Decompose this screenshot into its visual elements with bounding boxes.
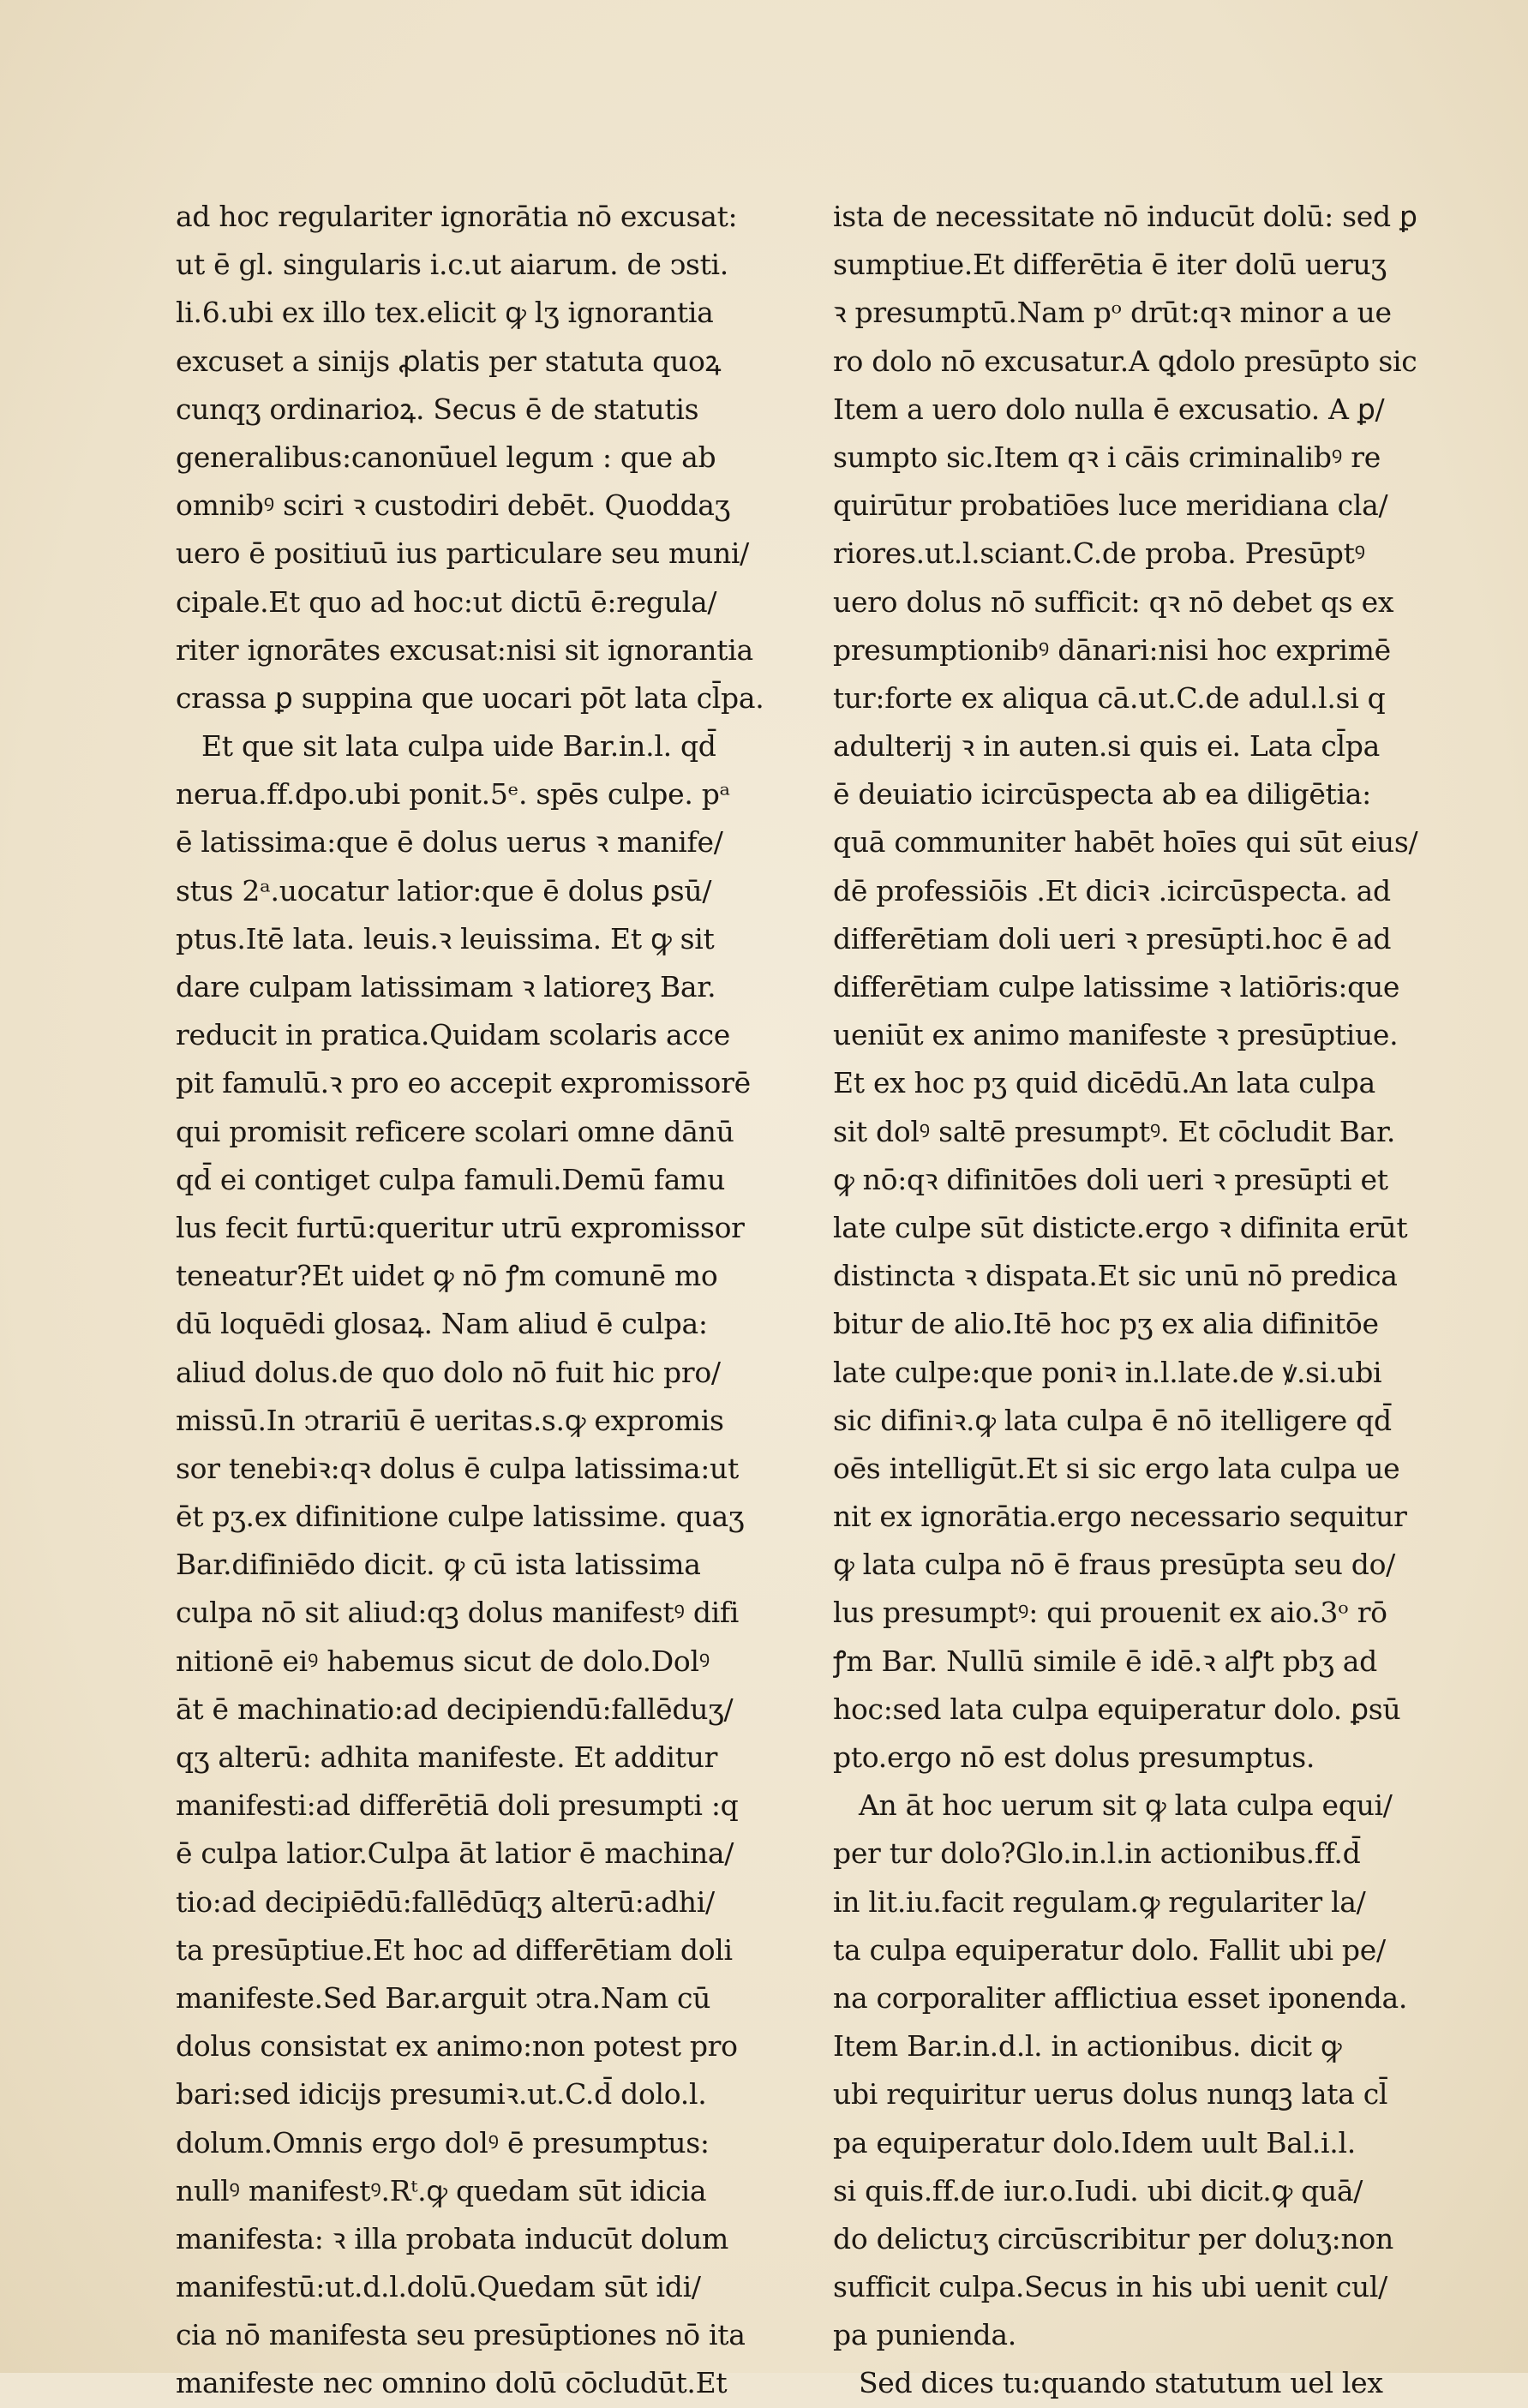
text-line: excuset a sinijs ꝓlatis per statuta quoꝝ: [176, 344, 722, 378]
text-line: pa punienda.: [833, 2318, 1016, 2352]
text-line: teneatur?Et uidet ꝙ nō ꝭm comunē mo: [176, 1259, 718, 1293]
text-line: differētiam doli ueri ꝛ presūpti.hoc ē ad: [833, 921, 1392, 955]
text-line: adulterij ꝛ in auten.si quis ei. Lata cl̄pa: [833, 729, 1380, 764]
text-line: do delictuʒ circūscribitur per doluʒ:non: [833, 2221, 1393, 2255]
text-line: tio:ad decipiēdū:fallēdūqʒ alterū:adhi/: [176, 1884, 715, 1919]
text-line: Item a uero dolo nulla ē excusatio. A ꝑ/: [833, 392, 1385, 426]
text-line: lus presumptꝰ: qui prouenit ex aio.3ᵒ rō: [833, 1596, 1387, 1630]
text-line: qd̄ ei contiget culpa famuli.Demū famu: [176, 1162, 726, 1196]
text-line: ptus.Itē lata. leuis.ꝛ leuissima. Et ꝙ sit: [176, 921, 715, 955]
text-line: An āt hoc uerum sit ꝙ lata culpa equi/: [859, 1788, 1393, 1823]
text-line: tur:forte ex aliqua cā.ut.C.de adul.l.si q: [833, 680, 1386, 715]
text-line: ubi requiritur uerus dolus nunqꝫ lata cl̄: [833, 2077, 1388, 2111]
text-line: ta presūptiue.Et hoc ad differētiam doli: [176, 1932, 733, 1967]
text-line: dū loquēdi glosaꝝ. Nam aliud ē culpa:: [176, 1307, 708, 1341]
text-line: presumptionibꝰ dānari:nisi hoc exprimē: [833, 632, 1391, 667]
text-line: manifesta: ꝛ illa probata inducūt dolum: [176, 2221, 729, 2255]
text-line: pa equiperatur dolo.Idem uult Bal.i.l.: [833, 2125, 1356, 2159]
text-line: ꝛ presumptū.Nam pᵒ drūt:qꝛ minor a ue: [833, 296, 1392, 330]
text-line: quā communiter habēt hoīes qui sūt eius/: [833, 825, 1418, 860]
text-line: ē latissima:que ē dolus uerus ꝛ manife/: [176, 825, 723, 860]
text-line: ta culpa equiperatur dolo. Fallit ubi pe/: [833, 1932, 1386, 1967]
text-line: si quis.ff.de iur.o.Iudi. ubi dicit.ꝙ quā/: [833, 2173, 1363, 2207]
text-line: culpa nō sit aliud:qꝫ dolus manifestꝰ difi: [176, 1596, 740, 1630]
text-line: distincta ꝛ dispata.Et sic unū nō predica: [833, 1259, 1398, 1293]
text-line: ista de necessitate nō inducūt dolū: sed ꝑ: [833, 200, 1417, 233]
text-line: nitionē eiꝰ habemus sicut de dolo.Dolꝰ: [176, 1644, 710, 1678]
text-line: nullꝰ manifestꝰ.Rᵗ.ꝙ quedam sūt idicia: [176, 2173, 707, 2207]
text-line: late culpe:que poniꝛ in.l.late.de ꝟ.si.ubi: [833, 1355, 1382, 1389]
text-line: sumptiue.Et differētia ē iter dolū ueruʒ: [833, 248, 1387, 282]
text-line: per tur dolo?Glo.in.l.in actionibus.ff.d̄: [833, 1836, 1361, 1871]
text-line: ēt pʒ.ex difinitione culpe latissime. quaʒ: [176, 1500, 745, 1534]
text-line: nerua.ff.dpo.ubi ponit.5ᵉ. spēs culpe. pᵃ: [176, 777, 730, 812]
text-line: hoc:sed lata culpa equiperatur dolo. ꝑsū: [833, 1692, 1401, 1726]
text-line: riores.ut.l.sciant.C.de proba. Presūptꝰ: [833, 536, 1365, 571]
text-line: manifeste nec omnino dolū cōcludūt.Et: [176, 2366, 728, 2400]
text-line: sic difiniꝛ.ꝙ lata culpa ē nō itelligere qd̄: [833, 1403, 1392, 1437]
text-line: sor tenebiꝛ:qꝛ dolus ē culpa latissima:ut: [176, 1451, 739, 1485]
text-line: oēs intelligūt.Et si sic ergo lata culpa ue: [833, 1451, 1400, 1485]
text-line: dolum.Omnis ergo dolꝰ ē presumptus:: [176, 2125, 710, 2159]
text-line: generalibus:canonū̇uel legum : que ab: [176, 440, 716, 474]
text-line: missū.In ↄtrariū ē ueritas.s.ꝙ expromis: [176, 1403, 724, 1437]
text-line: āt ē machinatio:ad decipiendū:fallēduʒ/: [176, 1692, 734, 1726]
text-line: cia nō manifesta seu presūptiones nō ita: [176, 2318, 746, 2352]
text-line: uero dolus nō sufficit: qꝛ nō debet qs ex: [833, 584, 1394, 619]
text-line: sumpto sic.Item qꝛ i cāis criminalibꝰ re: [833, 440, 1381, 474]
left-column: [176, 193, 836, 2408]
text-line: riter ignorātes excusat:nisi sit ignorantia: [176, 632, 753, 667]
text-line: late culpe sūt disticte.ergo ꝛ difinita erūt: [833, 1210, 1408, 1244]
text-line: Bar.difiniēdo dicit. ꝙ cū ista latissima: [176, 1548, 701, 1582]
text-line: dē professiōis .Et diciꝛ .icircūspecta. ad: [833, 873, 1391, 907]
text-line: ro dolo nō excusatur.A ꝗdolo presūpto sic: [833, 344, 1417, 378]
text-line: Item Bar.in.d.l. in actionibus. dicit ꝙ: [833, 2029, 1342, 2064]
text-line: differētiam culpe latissime ꝛ latiōris:que: [833, 970, 1400, 1003]
text-line: crassa ꝑ suppina que uocari pōt lata cl̄pa.: [176, 680, 764, 715]
text-line: ꝭm Bar. Nullū simile ē idē.ꝛ alꝭt pbʒ ad: [833, 1644, 1378, 1678]
text-line: qui promisit reficere scolari omne dānū: [176, 1114, 734, 1148]
text-line: in lit.iu.facit regulam.ꝙ regulariter la/: [833, 1884, 1366, 1919]
text-line: quirūtur probatiōes luce meridiana cla/: [833, 488, 1388, 523]
text-line: nit ex ignorātia.ergo necessario sequitur: [833, 1500, 1407, 1534]
text-line: Et ex hoc pʒ quid dicēdū.An lata culpa: [833, 1066, 1375, 1100]
right-column: [833, 193, 1471, 2408]
text-line: manifestū:ut.d.l.dolū.Quedam sūt idi/: [176, 2270, 701, 2304]
text-line: omnibꝰ sciri ꝛ custodiri debēt. Quoddaʒ: [176, 488, 730, 523]
text-line: reducit in pratica.Quidam scolaris acce: [176, 1018, 730, 1052]
text-line: li.6.ubi ex illo tex.elicit ꝙ lʒ ignorantia: [176, 296, 714, 330]
text-line: pit famulū.ꝛ pro eo accepit expromissorē: [176, 1066, 751, 1100]
text-line: cipale.Et quo ad hoc:ut dictū ē:regula/: [176, 584, 717, 619]
text-line: Sed dices tu:quando statutum uel lex: [859, 2366, 1383, 2400]
text-line: ad hoc regulariter ignorātia nō excusat:: [176, 200, 738, 233]
text-line: ut ē gl. singularis i.c.ut aiarum. de ↄsti.: [176, 248, 728, 282]
text-line: sufficit culpa.Secus in his ubi uenit cul/: [833, 2270, 1387, 2304]
text-line: uero ē positiuū ius particulare seu muni/: [176, 536, 749, 571]
text-line: cunqʒ ordinarioꝝ. Secus ē de statutis: [176, 392, 699, 426]
text-line: aliud dolus.de quo dolo nō fuit hic pro/: [176, 1355, 721, 1389]
text-line: dolus consistat ex animo:non potest pro: [176, 2029, 738, 2064]
text-line: ueniūt ex animo manifeste ꝛ presūptiue.: [833, 1018, 1399, 1052]
text-line: ꝙ nō:qꝛ difinitōes doli ueri ꝛ presūpti et: [833, 1162, 1388, 1196]
text-line: qʒ alterū: adhita manifeste. Et additur: [176, 1740, 718, 1774]
text-line: bari:sed idicijs presumiꝛ.ut.C.d̄ dolo.l.: [176, 2077, 707, 2111]
text-line: ꝙ lata culpa nō ē fraus presūpta seu do/: [833, 1548, 1395, 1582]
text-line: pto.ergo nō est dolus presumptus.: [833, 1740, 1315, 1774]
text-line: bitur de alio.Itē hoc pʒ ex alia difinitōe: [833, 1307, 1379, 1341]
text-line: Et que sit lata culpa uide Bar.in.l. qd̄: [201, 729, 716, 764]
text-line: manifesti:ad differētiā doli presumpti :q: [176, 1788, 739, 1823]
text-line: na corporaliter afflictiua esset iponenda.: [833, 1980, 1408, 2015]
text-line: ē culpa latior.Culpa āt latior ē machina/: [176, 1836, 734, 1871]
text-line: sit dolꝰ saltē presumptꝰ. Et cōcludit Bar.: [833, 1114, 1396, 1148]
text-line: dare culpam latissimam ꝛ latioreʒ Bar.: [176, 970, 716, 1003]
text-line: manifeste.Sed Bar.arguit ↄtra.Nam cū: [176, 1980, 711, 2015]
text-line: stus 2ᵃ.uocatur latior:que ē dolus ꝑsū/: [176, 873, 712, 907]
text-line: ē deuiatio icircūspecta ab ea diligētia:: [833, 777, 1371, 812]
text-line: lus fecit furtū:queritur utrū expromissor: [176, 1210, 745, 1244]
